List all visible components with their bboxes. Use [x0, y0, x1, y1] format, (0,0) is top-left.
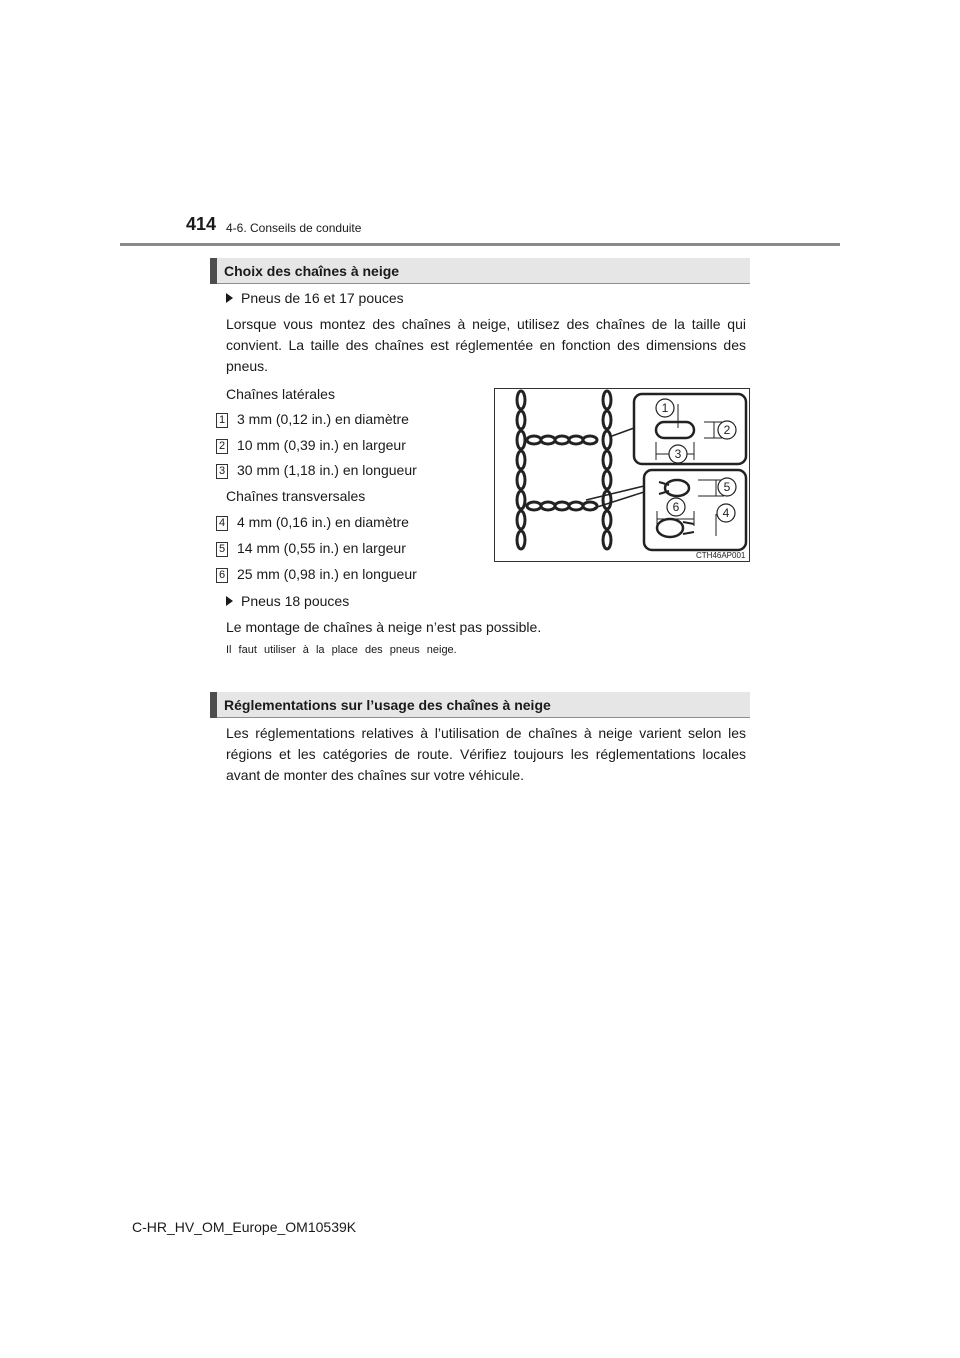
page-number: 414 — [186, 214, 217, 234]
section-title: Choix des chaînes à neige — [224, 263, 400, 279]
number-box: 5 — [216, 542, 228, 557]
intro-paragraph: Lorsque vous montez des chaînes à neige, utilisez des chaînes de la taille qui convient. La taille des chaînes est réglementée en fonction des dimensions des pneus. — [226, 316, 746, 374]
section-title: Réglementations sur l’usage des chaînes à neige — [224, 697, 551, 713]
header-rule — [120, 243, 840, 246]
spec-item-2: 2 10 mm (0,39 in.) en largeur — [216, 437, 406, 454]
bullet-tire-16-17: Pneus de 16 et 17 pouces — [226, 290, 404, 306]
callout-5: 5 — [723, 480, 731, 494]
spec-item-4: 4 4 mm (0,16 in.) en diamètre — [216, 514, 409, 531]
bullet-tire-18: Pneus 18 pouces — [226, 593, 349, 609]
document-id: C-HR_HV_OM_Europe_OM10539K — [132, 1219, 357, 1235]
callout-6: 6 — [672, 500, 680, 514]
callout-2: 2 — [723, 423, 731, 437]
section-path: 4-6. Conseils de conduite — [226, 221, 362, 235]
spec-item-6: 6 25 mm (0,98 in.) en longueur — [216, 566, 417, 583]
side-chains-label: Chaînes latérales — [226, 386, 335, 402]
number-box: 1 — [216, 413, 228, 428]
cross-chains-label: Chaînes transversales — [226, 488, 366, 504]
number-box: 3 — [216, 464, 228, 479]
spec-item-5: 5 14 mm (0,55 in.) en largeur — [216, 540, 406, 557]
note-text: Il faut utiliser à la place des pneus neige. — [226, 644, 457, 656]
heading-bar — [210, 258, 217, 284]
spec-item-1: 1 3 mm (0,12 in.) en diamètre — [216, 411, 409, 428]
spec-item-3: 3 30 mm (1,18 in.) en longueur — [216, 462, 417, 479]
callout-1: 1 — [661, 401, 669, 415]
figure-code: CTH46AP001 — [696, 551, 746, 560]
section-heading-snow-chains — [210, 258, 750, 284]
number-box: 2 — [216, 439, 228, 454]
triangle-bullet-icon — [226, 293, 233, 303]
number-box: 6 — [216, 568, 228, 583]
triangle-bullet-icon — [226, 596, 233, 606]
snow-chain-illustration — [494, 388, 750, 562]
section-heading-regulations — [210, 692, 750, 718]
number-box: 4 — [216, 516, 228, 531]
snow-chain-diagram — [494, 388, 750, 562]
callout-4: 4 — [722, 506, 730, 520]
no-mount-text: Le montage de chaînes à neige n’est pas possible. — [226, 619, 542, 635]
callout-3: 3 — [674, 447, 682, 461]
regulations-paragraph: Les réglementations relatives à l’utilisation de chaînes à neige varient selon les régions et les catégories de route. Vérifiez toujours les réglementations locales avant de monter des chaînes sur votre véhicule. — [226, 725, 746, 783]
heading-bar — [210, 692, 217, 718]
